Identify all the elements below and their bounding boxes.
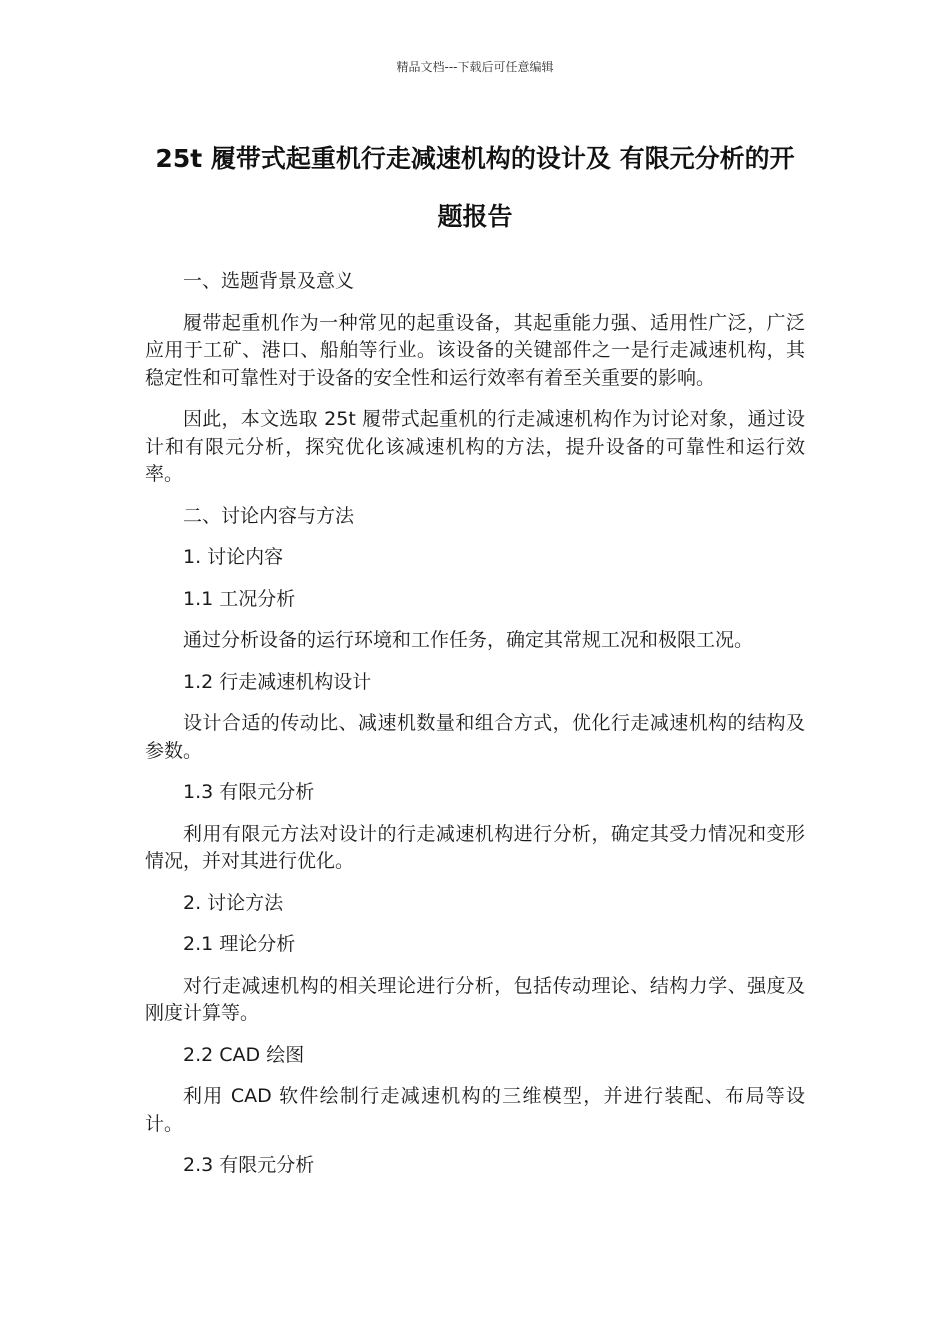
document-title: 25t 履带式起重机行走减速机构的设计及 有限元分析的开题报告 [155, 144, 795, 231]
section-heading-background: 一、选题背景及意义 [183, 270, 355, 292]
paragraph-working-condition: 通过分析设备的运行环境和工作任务，确定其常规工况和极限工况。 [183, 629, 754, 651]
subheading-theory: 2.1 理论分析 [183, 933, 296, 955]
section-heading-content-method: 二、讨论内容与方法 [183, 504, 355, 527]
paragraph-theory: 对行走减速机构的相关理论进行分析，包括传动理论、结构力学、强度及刚度计算等。 [145, 974, 805, 1024]
paragraph-cad: 利用 CAD 软件绘制行走减速机构的三维模型，并进行装配、布局等设计。 [145, 1085, 805, 1135]
paragraph-fea: 利用有限元方法对设计的行走减速机构进行分析，确定其受力情况和变形情况，并对其进行优化。 [145, 822, 805, 872]
subheading-working-condition: 1.1 工况分析 [183, 587, 296, 610]
paragraph-mechanism-design: 设计合适的传动比、减速机数量和组合方式，优化行走减速机构的结构及参数。 [145, 712, 805, 762]
subheading-fea-method: 2.3 有限元分析 [183, 1154, 315, 1176]
page-header-note: 精品文档---下载后可任意编辑 [396, 60, 554, 74]
paragraph-background: 履带起重机作为一种常见的起重设备，其起重能力强、适用性广泛，广泛应用于工矿、港口、船舶等行业。该设备的关键部件之一是行走减速机构，其稳定性和可靠性对于设备的安全性和运行效率有着至关重要的影响。 [145, 311, 805, 389]
document-body [145, 268, 805, 1194]
subheading-fea: 1.3 有限元分析 [183, 781, 315, 803]
subheading-methods: 2. 讨论方法 [183, 891, 284, 914]
subheading-mechanism-design: 1.2 行走减速机构设计 [183, 670, 372, 693]
paragraph-purpose: 因此，本文选取 25t 履带式起重机的行走减速机构作为讨论对象，通过设计和有限元分析，探究优化该减速机构的方法，提升设备的可靠性和运行效率。 [145, 408, 805, 485]
subheading-cad: 2.2 CAD 绘图 [183, 1043, 305, 1066]
subheading-content: 1. 讨论内容 [183, 546, 284, 568]
